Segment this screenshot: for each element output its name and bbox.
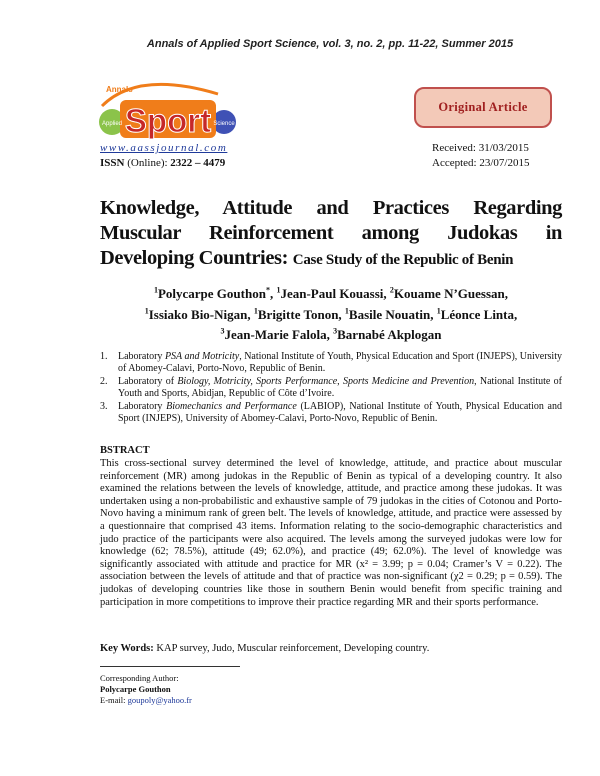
affiliation-item: 1. Laboratory PSA and Motricity, National Institute of Youth, Physical Education and Sport (INJEPS), University of Abomey-Calavi, Porto-Novo, Republic of Benin. xyxy=(100,351,562,375)
journal-citation: Annals of Applied Sport Science, vol. 3, no. 2, pp. 11-22, Summer 2015 xyxy=(146,38,514,50)
abstract-heading: BSTRACT xyxy=(100,445,150,456)
accepted-date: Accepted: 23/07/2015 xyxy=(432,157,530,169)
author: $^1$Basile Nouatin, xyxy=(344,306,437,322)
affiliation-list xyxy=(100,351,562,425)
keywords-label: Key Words: xyxy=(100,643,154,654)
email-link[interactable]: goupoly@yahoo.fr xyxy=(127,695,192,705)
logo-small-word: Annals xyxy=(106,85,133,94)
author: $^3$Jean-Marie Falola, xyxy=(220,326,334,342)
issn-label: ISSN xyxy=(100,157,125,169)
journal-website-link[interactable]: www.aassjournal.com xyxy=(100,142,228,154)
corresponding-label: Corresponding Author: xyxy=(100,673,179,683)
article-dates xyxy=(432,141,529,171)
article-type-badge: Original Article xyxy=(414,87,552,128)
author: $^1$Jean-Paul Kouassi, xyxy=(276,286,387,302)
email-label: E-mail: xyxy=(100,695,128,705)
article-title xyxy=(100,196,562,273)
author-list xyxy=(100,282,562,343)
article-title-main: Knowledge, Attitude and Practices Regarding Muscular Reinforcement among Judokas in Developing Countries: xyxy=(100,197,562,269)
author: $^1$Polycarpe Gouthon*, xyxy=(153,286,277,302)
issn-type: (Online): xyxy=(127,157,168,169)
corresponding-author xyxy=(100,673,192,706)
keywords-text: KAP survey, Judo, Muscular reinforcement, Developing country. xyxy=(153,643,430,654)
affiliation-item: 3. Laboratory Biomechanics and Performance (LABIOP), National Institute of Youth, Physical Education and Sport (INJEPS), University of Abomey-Calavi, Porto-Novo, Republic of Benin. xyxy=(100,400,562,425)
issn-value: 2322 – 4479 xyxy=(170,157,226,169)
abstract-text: This cross-sectional survey determined the level of knowledge, attitude, and practice about muscular reinforcement (MR) among judokas in the Republic of Benin as typical of a developing country. It also examined the relations between the levels of knowledge, attitude, and practice among these judokas. It was undertaken using a non-probabilistic and exhaustive sample of 79 judokas in the cities of Cotonou and Porto-Novo having a minimum rank of green belt. The levels of knowledge, attitude, and practice were assessed by a questionnaire that comprised 43 items. Information relating to the socio-demographic characteristics and judo practice of the participants were also acquired. The levels among the surveyed judokas were low for knowledge (62; 78.5%), attitude (49; 62.0%), and practice (49; 62.0%). The level of knowledge was significantly associated with attitude and practice for MR (x² = 3.99; p = 0.04; Cramer’s V = 0.22). The association between the levels of attitude and that of practice was non-significant (χ2 = 0.29; p = 0.59). The judokas of developing countries like those in southern Benin would benefit from specific training and participation in more competitions to improve their practice regarding MR and their sports performance. xyxy=(100,458,562,608)
footnote-divider xyxy=(100,666,240,667)
author: $^1$Brigitte Tonon, xyxy=(253,306,345,322)
corresponding-name: Polycarpe Gouthon xyxy=(100,684,171,694)
logo-right-word: Science xyxy=(213,121,235,127)
received-date: Received: 31/03/2015 xyxy=(432,142,529,154)
author: $^1$Issiako Bio-Nigan, xyxy=(144,306,254,322)
author: $^3$Barnabé Akplogan xyxy=(333,326,442,342)
issn-line xyxy=(100,157,225,169)
logo-of-word: of xyxy=(146,94,152,100)
journal-logo xyxy=(98,76,238,142)
logo-main-word: Sport xyxy=(124,102,212,139)
affiliation-item: 2. Laboratory of Biology, Motricity, Sports Performance, Sports Medicine and Prevention, National Institute of Youth and Sports, Abidjan, Republic of Côte d’Ivoire. xyxy=(100,375,562,400)
author: $^2$Kouame N’Guessan, xyxy=(389,286,509,302)
author: $^1$Léonce Linta, xyxy=(436,306,518,322)
article-title-sub: Case Study of the Republic of Benin xyxy=(292,252,514,268)
logo-left-word: Applied xyxy=(101,121,123,127)
keywords-line xyxy=(100,643,562,654)
